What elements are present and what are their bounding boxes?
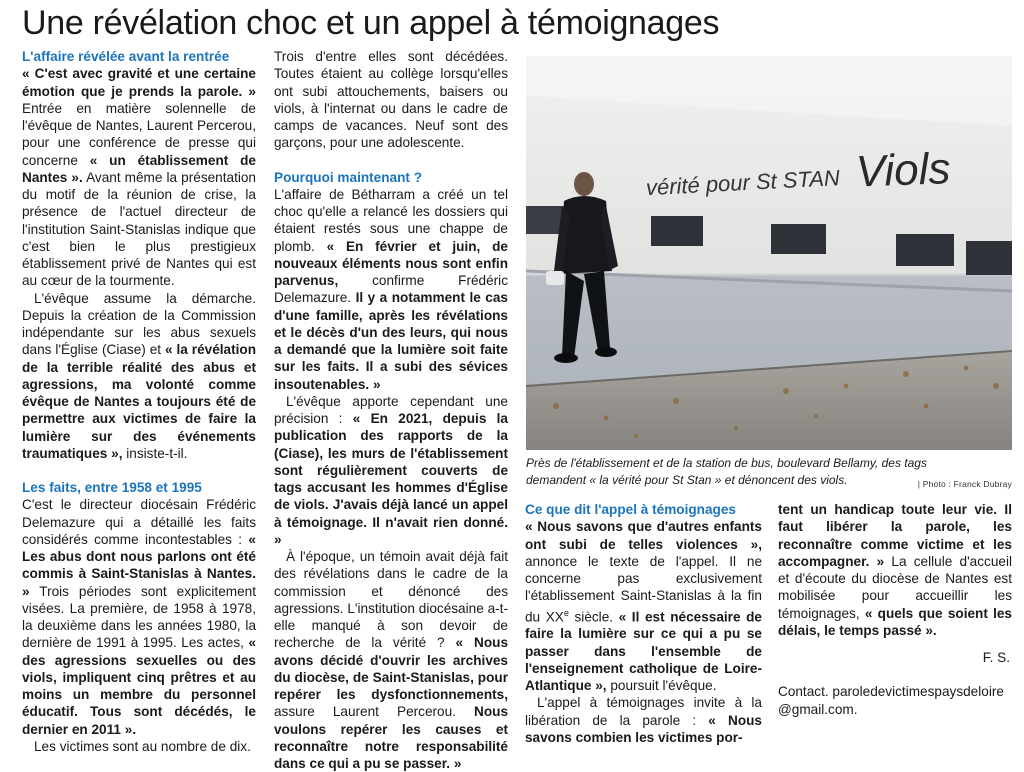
text: Entrée en matière solennelle de l'évêque de Nantes, Laurent Percerou, pour une conférence de presse qui concerne <box>22 100 256 168</box>
wall-window <box>651 216 703 246</box>
article-headline: Une révélation choc et un appel à témoignages <box>22 4 720 42</box>
quote-bold: « Nous avons décidé d'ouvrir les archives du diocèse, de Saint-Stanislas, pour repérer les dysfonctionnements, <box>274 635 509 702</box>
wall-window <box>896 234 954 266</box>
text: C'est le directeur diocésain Frédéric Delemazure qui a détaillé les faits considérés comme incontestables : <box>22 497 256 547</box>
quote-bold: « des agressions sexuelles ou des viols, impliquent cinq prêtres et au moins un membre du personnel éducatif. Tous sont décédés, le dernier en 2011 ». <box>22 635 256 737</box>
text: L'évêque apporte cependant une précision : <box>274 393 508 426</box>
graffiti-viols: Viols <box>854 144 952 197</box>
article-column-4 <box>778 501 1012 718</box>
article-column-3 <box>525 501 762 746</box>
quote-bold: « Nous savons que d'autres enfants ont subi de telles violences », <box>525 519 762 552</box>
article-photo <box>526 56 1012 450</box>
paragraph <box>274 548 508 772</box>
article-column-2 <box>274 48 508 772</box>
subheading-affaire: L'affaire révélée avant la rentrée <box>22 49 230 64</box>
superscript: e <box>563 607 569 618</box>
quote-bold: « En février et juin, de nouveaux éléments nous sont enfin parvenus, <box>274 238 508 288</box>
quote-bold: « la révélation de la terrible réalité des abus et agressions, ma volonté comme évêque de Nantes a toujours été de permettre aux victimes de faire la lumière sur des événements traumatiques », <box>22 342 257 461</box>
text: La cellule d'accueil et d'écoute du diocèse de Nantes est mobilisée pour accueillir les témoignages, <box>778 553 1012 621</box>
quote-bold: Il y a notamment le cas d'une famille, après les révélations et le décès d'un des leurs, qui nous a demandé que la lumière soit faite sur les faits. Il a subi des sévices insoutenables. » <box>274 290 508 392</box>
subheading-faits: Les faits, entre 1958 et 1995 <box>22 480 202 495</box>
quote-bold: « Nous savons combien les victimes por- <box>525 712 762 745</box>
text: À l'époque, un témoin avait déjà fait des révélations dans le cadre de la commission et dénoncé des agressions. L'institution diocésaine a-t-elle manqué à son devoir de recherche de la vérité ? <box>274 549 508 651</box>
caption-line-1: Près de l'établissement et de la station de bus, boulevard Bellamy, des tags <box>526 456 927 470</box>
photo-credit: | Photo : Franck Dubray <box>917 479 1012 489</box>
quote-bold: « un établissement de Nantes ». <box>22 152 256 185</box>
text: Avant même la présentation du motif de la réunion de crise, la présence de l'actuel directeur de l'institution Saint-Stanislas indique que c'est bien le plus prestigieux établissement privé de Nantes qui est au cœur de la tourmente. <box>22 169 256 289</box>
text: confirme Frédéric Delemazure. <box>274 273 508 306</box>
article-column-1 <box>22 48 256 755</box>
text: siècle. <box>568 609 614 625</box>
quote-bold: « C'est avec gravité et une certaine émotion que je prends la parole. » <box>22 66 256 99</box>
subheading-pourquoi: Pourquoi maintenant ? <box>274 169 423 185</box>
text: L'évêque assume la démarche. Depuis la création de la Commission indépendante sur les abus sexuels dans l'Église (Ciase) et <box>22 290 256 358</box>
paragraph <box>22 65 256 289</box>
caption-line-2: demandent « la vérité pour St Stan » et dénoncent des viols. <box>526 473 848 487</box>
quote-bold: Nous voulons repérer les causes et reconnaître notre responsabilité dans ce qui a pu se passer. » <box>274 704 508 771</box>
text: annonce le texte de l'appel. Il ne concerne pas exclusivement l'établissement Saint-Stanislas à la fin du XX <box>525 553 762 625</box>
paragraph <box>22 290 256 463</box>
paragraph <box>274 186 508 393</box>
paragraph: Les victimes sont au nombre de dix. <box>34 738 251 754</box>
wall-window <box>966 241 1012 275</box>
quote-bold: « En 2021, depuis la publication des rapports de la (Ciase), les murs de l'établissement sont régulièrement couverts de tags accusant les hommes d'Église de viols. J'avais déjà lancé un appel à témoignage. Il n'avait rien donné. » <box>274 411 508 547</box>
graffiti-verite: vérité pour St STAN <box>645 165 841 201</box>
contact-info: Contact. paroledevictimespaysdeloire@gmail.com. <box>778 684 1004 717</box>
photo-scene <box>526 56 1012 450</box>
text: L'appel à témoignages invite à la libération de la parole : <box>525 695 762 728</box>
text: Trois périodes sont explicitement visées. La première, de 1958 à 1978, la deuxième dans les années 1980, la dernière de 1991 à 1995. Les actes, <box>22 583 256 651</box>
text: assure Laurent Percerou. <box>274 704 456 720</box>
wall-window <box>771 224 826 254</box>
paragraph <box>22 496 256 738</box>
text: L'affaire de Bétharram a créé un tel choc qu'elle a relancé les dossiers qui étaient restés sous une chappe de plomb. <box>274 186 508 254</box>
photo-caption <box>526 455 1012 493</box>
quote-bold: « Il est nécessaire de faire la lumière sur ce qui a pu se passer dans l'ensemble de l'enseignement catholique de Loire-Atlantique », <box>525 609 762 694</box>
subheading-appel: Ce que dit l'appel à témoignages <box>525 502 736 517</box>
paragraph <box>274 393 508 548</box>
quote-bold: « Les abus dont nous parlons ont été commis à Saint-Stanislas à Nantes. » <box>22 531 256 599</box>
author-signature: F. S. <box>982 650 1010 665</box>
quote-bold: tent un handicap toute leur vie. Il faut libérer la parole, les reconnaître comme victime et les accompagner. » <box>778 502 1012 569</box>
paragraph <box>525 694 762 746</box>
paragraph <box>778 501 1012 639</box>
text: insiste-t-il. <box>126 445 188 461</box>
paragraph: Trois d'entre elles sont décédées. Toutes étaient au collège lorsqu'elles ont subi attouchements, baisers ou viols, à l'internat ou dans le cadre de camps de vacances. Neuf sont des garçons, pour une adolescente. <box>274 49 508 151</box>
quote-bold: « quels que soient les délais, le temps passé ». <box>778 605 1012 638</box>
text: poursuit l'évêque. <box>610 678 717 694</box>
paragraph <box>525 518 762 694</box>
